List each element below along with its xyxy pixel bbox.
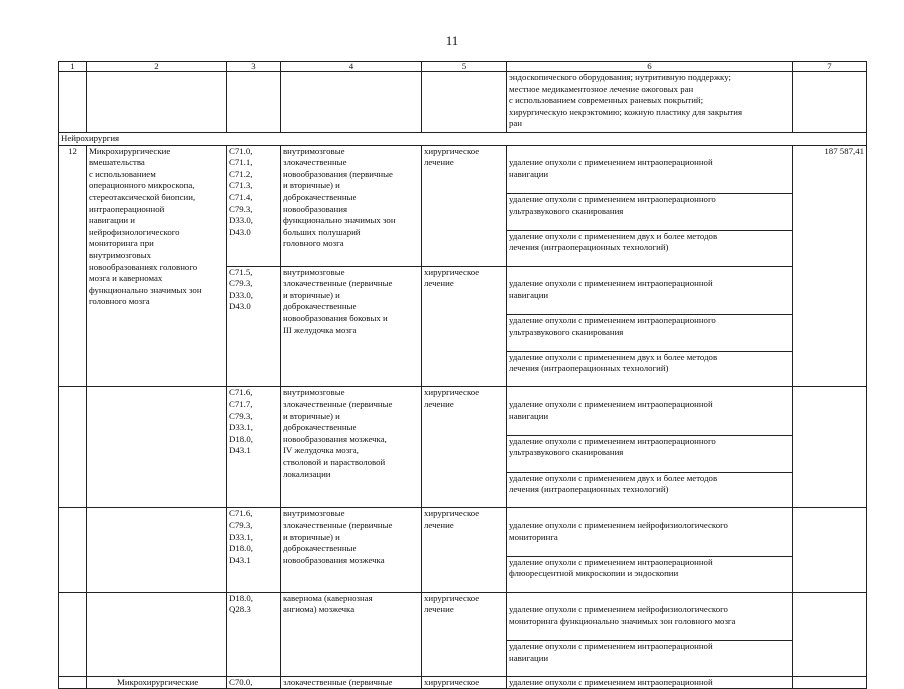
treatment-type: хирургическое лечение [422, 508, 507, 592]
treatment-methods: удаление опухоли с применением интраоперационной [507, 676, 793, 689]
continuation-row [59, 72, 867, 133]
method-item: удаление опухоли с применением нейрофизиологического мониторинга функционально значимых зон головного мозга [509, 604, 736, 626]
section-row [59, 133, 867, 146]
treatment-methods [507, 592, 793, 676]
treatment-methods [507, 145, 793, 266]
section-title: Нейрохирургия [59, 133, 867, 146]
method-item: удаление опухоли с применением интраоперационной навигации [509, 157, 713, 179]
treatment-type: хирургическое [422, 676, 507, 689]
table-row [59, 592, 867, 676]
medical-care-table [58, 61, 867, 689]
care-type-name: Микрохирургические вмешательства с использованием операционного микроскопа, стереотаксической биопсии, интраоперационной навигации и нейрофизиологического мониторинга при внутримозговых новообразованиях головного мозга и каверномах функционально значимых зон головного мозга [87, 145, 227, 387]
treatment-methods [507, 266, 793, 387]
method-item: удаление опухоли с применением интраоперационного ультразвукового сканирования [507, 193, 792, 217]
treatment-methods [507, 508, 793, 592]
table-row [59, 676, 867, 689]
treatment-type: хирургическое лечение [422, 592, 507, 676]
patient-model: внутримозговые злокачественные новообразования (первичные и вторичные) и доброкачественные новообразования функционально значимых зон больших полушарий головного мозга [281, 145, 422, 266]
patient-model: внутримозговые злокачественные (первичные и вторичные) и доброкачественные новообразования мозжечка [281, 508, 422, 592]
method-item: удаление опухоли с применением интраоперационного ультразвукового сканирования [507, 435, 792, 459]
column-number: 6 [507, 62, 793, 72]
method-item: удаление опухоли с применением нейрофизиологического мониторинга [509, 520, 728, 542]
table-row [59, 145, 867, 266]
icd-codes: C71.5, C79.3, D33.0, D43.0 [227, 266, 281, 387]
method-item: удаление опухоли с применением двух и более методов лечения (интраоперационных технологий) [507, 230, 792, 254]
patient-model: внутримозговые злокачественные (первичные и вторичные) и доброкачественные новообразования боковых и III желудочка мозга [281, 266, 422, 387]
page-number: 11 [445, 33, 459, 48]
method-item: удаление опухоли с применением интраоперационной флюоресцентной микроскопии и эндоскопии [507, 556, 792, 580]
column-number-row [59, 62, 867, 72]
method-item: удаление опухоли с применением интраоперационной навигации [507, 640, 792, 664]
patient-model: кавернома (кавернозная ангиома) мозжечка [281, 592, 422, 676]
method-item: удаление опухоли с применением двух и более методов лечения (интраоперационных технологий) [507, 472, 792, 496]
icd-codes: C71.6, C71.7, C79.3, D33.1, D18.0, D43.1 [227, 387, 281, 508]
table-row [59, 387, 867, 508]
patient-model: внутримозговые злокачественные (первичные и вторичные) и доброкачественные новообразования мозжечка, IV желудочка мозга, стволовой и парастволовой локализации [281, 387, 422, 508]
treatment-methods [507, 387, 793, 508]
icd-codes: D18.0, Q28.3 [227, 592, 281, 676]
column-number: 2 [87, 62, 227, 72]
column-number: 7 [793, 62, 867, 72]
column-number: 1 [59, 62, 87, 72]
price: 187 587,41 [793, 145, 867, 387]
patient-model: злокачественные (первичные [281, 676, 422, 689]
table-row [59, 508, 867, 592]
column-number: 4 [281, 62, 422, 72]
method-item: удаление опухоли с применением интраоперационной навигации [509, 278, 713, 300]
treatment-type: хирургическое лечение [422, 266, 507, 387]
care-type-name: Микрохирургические [87, 676, 227, 689]
icd-codes: C70.0, [227, 676, 281, 689]
method-item: удаление опухоли с применением интраоперационного ультразвукового сканирования [507, 314, 792, 338]
column-number: 3 [227, 62, 281, 72]
method-item: удаление опухоли с применением интраоперационной навигации [509, 399, 713, 421]
treatment-type: хирургическое лечение [422, 387, 507, 508]
method-item: удаление опухоли с применением двух и более методов лечения (интраоперационных технологий) [507, 351, 792, 375]
icd-codes: C71.0, C71.1, C71.2, C71.3, C71.4, C79.3, D33.0, D43.0 [227, 145, 281, 266]
row-number: 12 [59, 145, 87, 387]
icd-codes: C71.6, C79.3, D33.1, D18.0, D43.1 [227, 508, 281, 592]
treatment-type: хирургическое лечение [422, 145, 507, 266]
continuation-methods-cell: эндоскопического оборудования; нутритивную поддержку; местное медикаментозное лечение ожоговых ран с использованием современных раневых покрытий; хирургическую некрэктомию; кожную пластику для закрытия ран [507, 72, 793, 133]
column-number: 5 [422, 62, 507, 72]
